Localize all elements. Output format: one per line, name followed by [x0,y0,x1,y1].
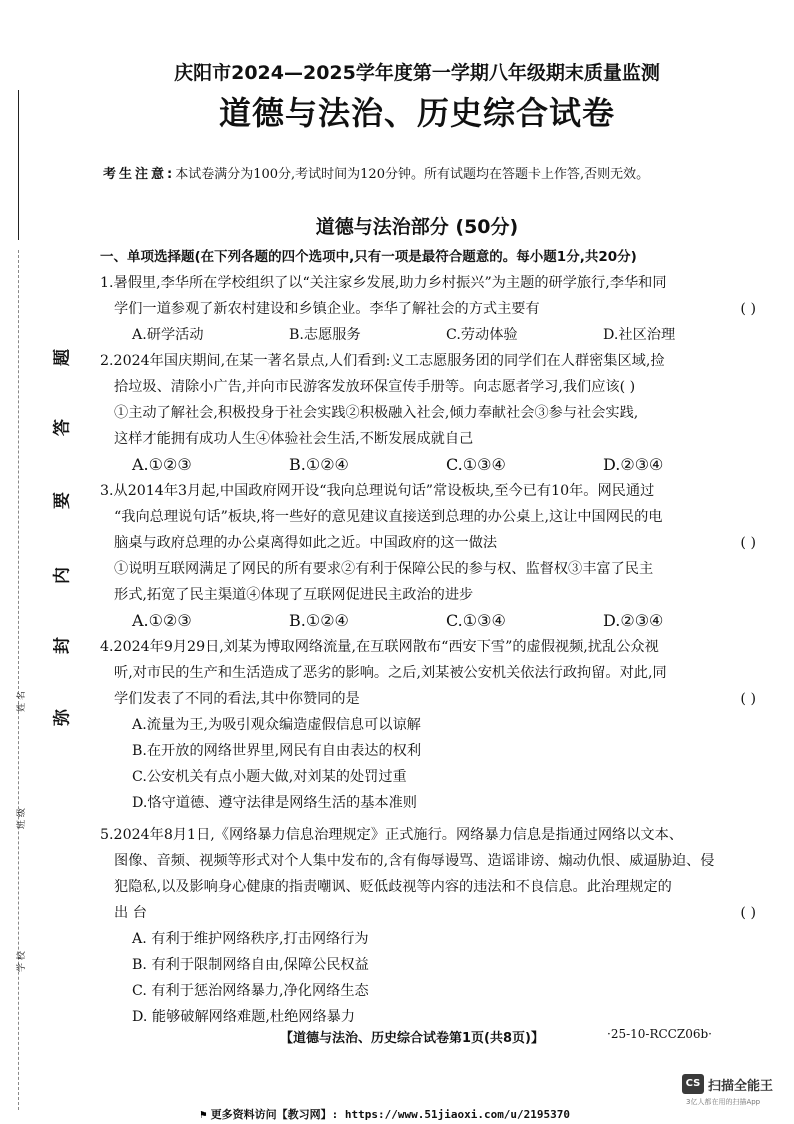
exam-title-line2: 道德与法治、历史综合试卷 [218,94,615,132]
question-line [100,900,760,926]
question-5 [100,822,760,1030]
scanner-name: 扫描全能王 [708,1079,774,1094]
option-c: C.①③④ [446,611,506,630]
option-a: A.流量为王,为吸引观众编造虚假信息可以谅解 [132,717,421,733]
scanner-watermark [682,1074,782,1104]
question-line: 4.2024年9月29日,刘某为博取网络流量,在互联网散布“西安下雪”的虚假视频,扰乱公众视 [100,639,659,655]
school-label: 学 校 [16,951,27,972]
option-d: D.②③④ [603,611,664,630]
question-text: 脑桌与政府总理的办公桌离得如此之近。中国政府的这一做法 [114,535,498,551]
exam-title-line1: 庆阳市2024—2025学年度第一学期八年级期末质量监测 [174,62,660,84]
notice-label: 考生注意: [103,167,176,182]
question-line: 3.从2014年3月起,中国政府网开设“我向总理说句话”常设板块,至今已有10年。网民通过 [100,483,655,499]
paper-code: ·25-10-RCCZ06b· [607,1027,712,1041]
option-b: B.志愿服务 [289,327,361,343]
seal-char: 题 [52,349,73,366]
question-line: 5.2024年8月1日,《网络暴力信息治理规定》正式施行。网络暴力信息是指通过网络以文本、 [100,827,683,843]
option-c: C.劳动体验 [446,327,518,343]
question-line [100,530,760,556]
question-area [100,244,760,1030]
question-line: 拾垃圾、清除小广告,并向市民游客发放环保宣传手册等。向志愿者学习,我们应该( ) [114,379,636,395]
binding-margin [0,0,80,1124]
question-line: 这样才能拥有成功人生④体验社会生活,不断发展成就自己 [114,431,474,447]
question-text: 出 台 [114,905,147,921]
question-line: 形式,拓宽了民主渠道④体现了互联网促进民主政治的进步 [114,587,474,603]
question-text: 学们一道参观了新农村建设和乡镇企业。李华了解社会的方式主要有 [114,301,540,317]
answer-blank: ( ) [740,691,756,707]
question-3 [100,478,760,634]
resource-link-text: 更多资料访问【教习网】: https://www.51jiaoxi.com/u/2195370 [210,1108,571,1121]
scanner-logo-icon: CS [682,1074,704,1094]
options [100,608,760,634]
option-d: D.恪守道德、遵守法律是网络生活的基本准则 [132,795,417,811]
answer-blank: ( ) [740,301,756,317]
option-c: C. 有利于惩治网络暴力,净化网络生态 [132,983,369,999]
class-label: 班 级 [16,808,27,829]
part-title: 一、单项选择题(在下列各题的四个选项中,只有一项是最符合题意的。每小题1分,共20分) [100,249,637,265]
section-title: 道德与法治部分 (50分) [315,216,519,238]
seal-char: 答 [52,419,73,436]
options [100,452,760,478]
option-b: B. 有利于限制网络自由,保障公民权益 [132,957,369,973]
seal-char: 弥 [52,709,73,726]
option-a: A.研学活动 [132,327,204,343]
option-d: D. 能够破解网络难题,杜绝网络暴力 [132,1009,356,1025]
page-footer: 【道德与法治、历史综合试卷第1页(共8页)】 [280,1031,544,1046]
option-b: B.在开放的网络世界里,网民有自由表达的权利 [132,743,422,759]
question-2 [100,348,760,478]
question-line: ①说明互联网满足了网民的所有要求②有利于保障公民的参与权、监督权③丰富了民主 [114,561,654,577]
notice-text: 本试卷满分为100分,考试时间为120分钟。所有试题均在答题卡上作答,否则无效。 [175,167,650,182]
question-line: 犯隐私,以及影响身心健康的指责嘲讽、贬低歧视等内容的违法和不良信息。此治理规定的 [114,879,672,895]
option-d: D.社区治理 [603,327,676,343]
option-b: B.①②④ [289,455,349,474]
question-4 [100,634,760,816]
option-a: A.①②③ [132,611,192,630]
options [100,926,760,1030]
option-c: C.①③④ [446,455,506,474]
margin-dashed-line [18,250,19,1110]
question-1 [100,270,760,348]
question-text: 学们发表了不同的看法,其中你赞同的是 [114,691,360,707]
candidate-notice [103,163,649,182]
answer-blank: ( ) [740,535,756,551]
option-a: A.①②③ [132,455,192,474]
option-b: B.①②④ [289,611,349,630]
question-line: 听,对市民的生产和生活造成了恶劣的影响。之后,刘某被公安机关依法行政拘留。对此,同 [114,665,667,681]
option-a: A. 有利于维护网络秩序,打击网络行为 [132,931,369,947]
question-line: 1.暑假里,李华所在学校组织了以“关注家乡发展,助力乡村振兴”为主题的研学旅行,李华和同 [100,275,667,291]
question-line: 2.2024年国庆期间,在某一著名景点,人们看到:义工志愿服务团的同学们在人群密集区域,捡 [100,353,665,369]
option-c: C.公安机关有点小题大做,对刘某的处罚过重 [132,769,407,785]
scanner-tagline: 3亿人都在用的扫描App [686,1098,761,1106]
question-line: “我向总理说句话”板块,将一些好的意见建议直接送到总理的办公桌上,这让中国网民的电 [114,509,663,525]
question-line: 图像、音频、视频等形式对个人集中发布的,含有侮辱谩骂、造谣诽谤、煽动仇恨、威逼胁迫、侵 [114,853,715,869]
answer-blank: ( ) [740,905,756,921]
option-d: D.②③④ [603,455,664,474]
question-line [100,686,760,712]
options [100,712,760,816]
seal-char: 要 [52,492,73,509]
seal-char: 内 [52,567,73,584]
resource-link[interactable] [200,1106,570,1122]
seal-char: 封 [52,637,73,654]
question-line [100,296,760,322]
name-label: 姓 名 [16,691,27,712]
question-line: ①主动了解社会,积极投身于社会实践②积极融入社会,倾力奉献社会③参与社会实践, [114,405,639,421]
options [100,322,760,348]
flag-icon: ⚑ [200,1108,207,1121]
